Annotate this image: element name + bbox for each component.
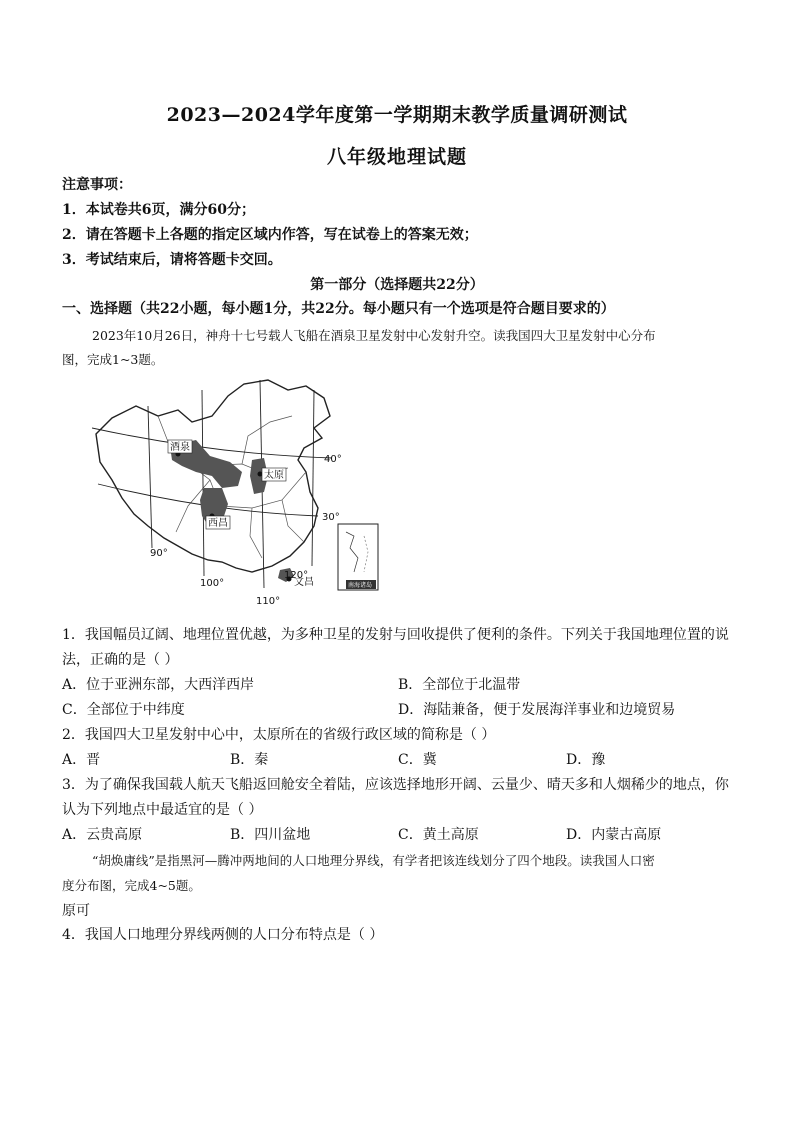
notice-item-3: 3．考试结束后，请将答题卡交回。 (62, 252, 282, 268)
stray-text: 原可 (62, 903, 90, 919)
q3-option-b[interactable]: B．四川盆地 (230, 827, 311, 843)
china-map-figure (92, 376, 412, 606)
label-wenchang: 文昌 (294, 577, 314, 588)
q2-stem: 2．我国四大卫星发射中心中，太原所在的省级行政区域的简称是（ ） (62, 727, 496, 743)
label-inset: 南海诸岛 (348, 582, 373, 589)
label-taiyuan: 太原 (264, 470, 284, 481)
label-lat-40: 40° (324, 454, 342, 465)
q1-option-b[interactable]: B．全部位于北温带 (398, 677, 521, 693)
q2-option-b[interactable]: B．秦 (230, 752, 269, 768)
q3-option-d[interactable]: D．内蒙古高原 (566, 827, 662, 843)
label-jiuquan: 酒泉 (170, 442, 190, 453)
q1-option-c[interactable]: C．全部位于中纬度 (62, 702, 185, 718)
section-heading: 一、选择题（共22小题，每小题1分，共22分。每小题只有一个选项是符合题目要求的） (62, 301, 615, 317)
part1-heading: 第一部分（选择题共22分） (310, 277, 484, 293)
q3-option-c[interactable]: C．黄土高原 (398, 827, 479, 843)
q1-stem-line2: 法，正确的是（ ） (62, 652, 179, 668)
intro2-line1: “胡焕庸线”是指黑河—腾冲两地间的人口地理分界线，有学者把该连线划分了四个地段。读我国人口密 (92, 853, 655, 868)
q3-option-a[interactable]: A．云贵高原 (62, 827, 143, 843)
notice-heading: 注意事项： (62, 177, 132, 193)
exam-title: 2023—2024学年度第一学期期末教学质量调研测试 (166, 104, 628, 126)
intro2-line2: 度分布图，完成4~5题。 (62, 878, 201, 893)
label-lon-100: 100° (200, 578, 225, 589)
notice-item-1: 1．本试卷共6页，满分60分； (62, 202, 255, 218)
satellite-launch-map (92, 376, 412, 606)
q1-stem-line1: 1．我国幅员辽阔、地理位置优越，为多种卫星的发射与回收提供了便利的条件。下列关于我国地理位置的说 (62, 627, 729, 643)
q4-stem: 4．我国人口地理分界线两侧的人口分布特点是（ ） (62, 927, 384, 943)
intro1-line1: 2023年10月26日，神舟十七号载人飞船在酒泉卫星发射中心发射升空。读我国四大卫星发射中心分布 (92, 328, 656, 343)
label-lon-90: 90° (150, 548, 168, 559)
label-lon-120: 120° (284, 570, 309, 581)
label-lon-110: 110° (256, 596, 281, 606)
longitude-120-line (312, 390, 314, 566)
label-xichang: 西昌 (208, 518, 228, 529)
latitude-40-line (92, 428, 332, 458)
q2-option-c[interactable]: C．冀 (398, 752, 437, 768)
q1-option-a[interactable]: A．位于亚洲东部，大西洋西岸 (62, 677, 255, 693)
exam-subtitle: 八年级地理试题 (326, 146, 467, 168)
q3-stem-line2: 认为下列地点中最适宜的是（ ） (62, 802, 263, 818)
intro1-line2: 图，完成1~3题。 (62, 352, 164, 367)
notice-item-2: 2．请在答题卡上各题的指定区域内作答，写在试卷上的答案无效； (62, 227, 478, 243)
q2-option-d[interactable]: D．豫 (566, 752, 606, 768)
q2-option-a[interactable]: A．晋 (62, 752, 101, 768)
q3-stem-line1: 3．为了确保我国载人航天飞船返回舱安全着陆，应该选择地形开阔、云量少、晴天多和人烟稀少的地点，你 (62, 777, 729, 793)
q1-option-d[interactable]: D．海陆兼备，便于发展海洋事业和边境贸易 (398, 702, 676, 718)
label-lat-30: 30° (322, 512, 340, 523)
